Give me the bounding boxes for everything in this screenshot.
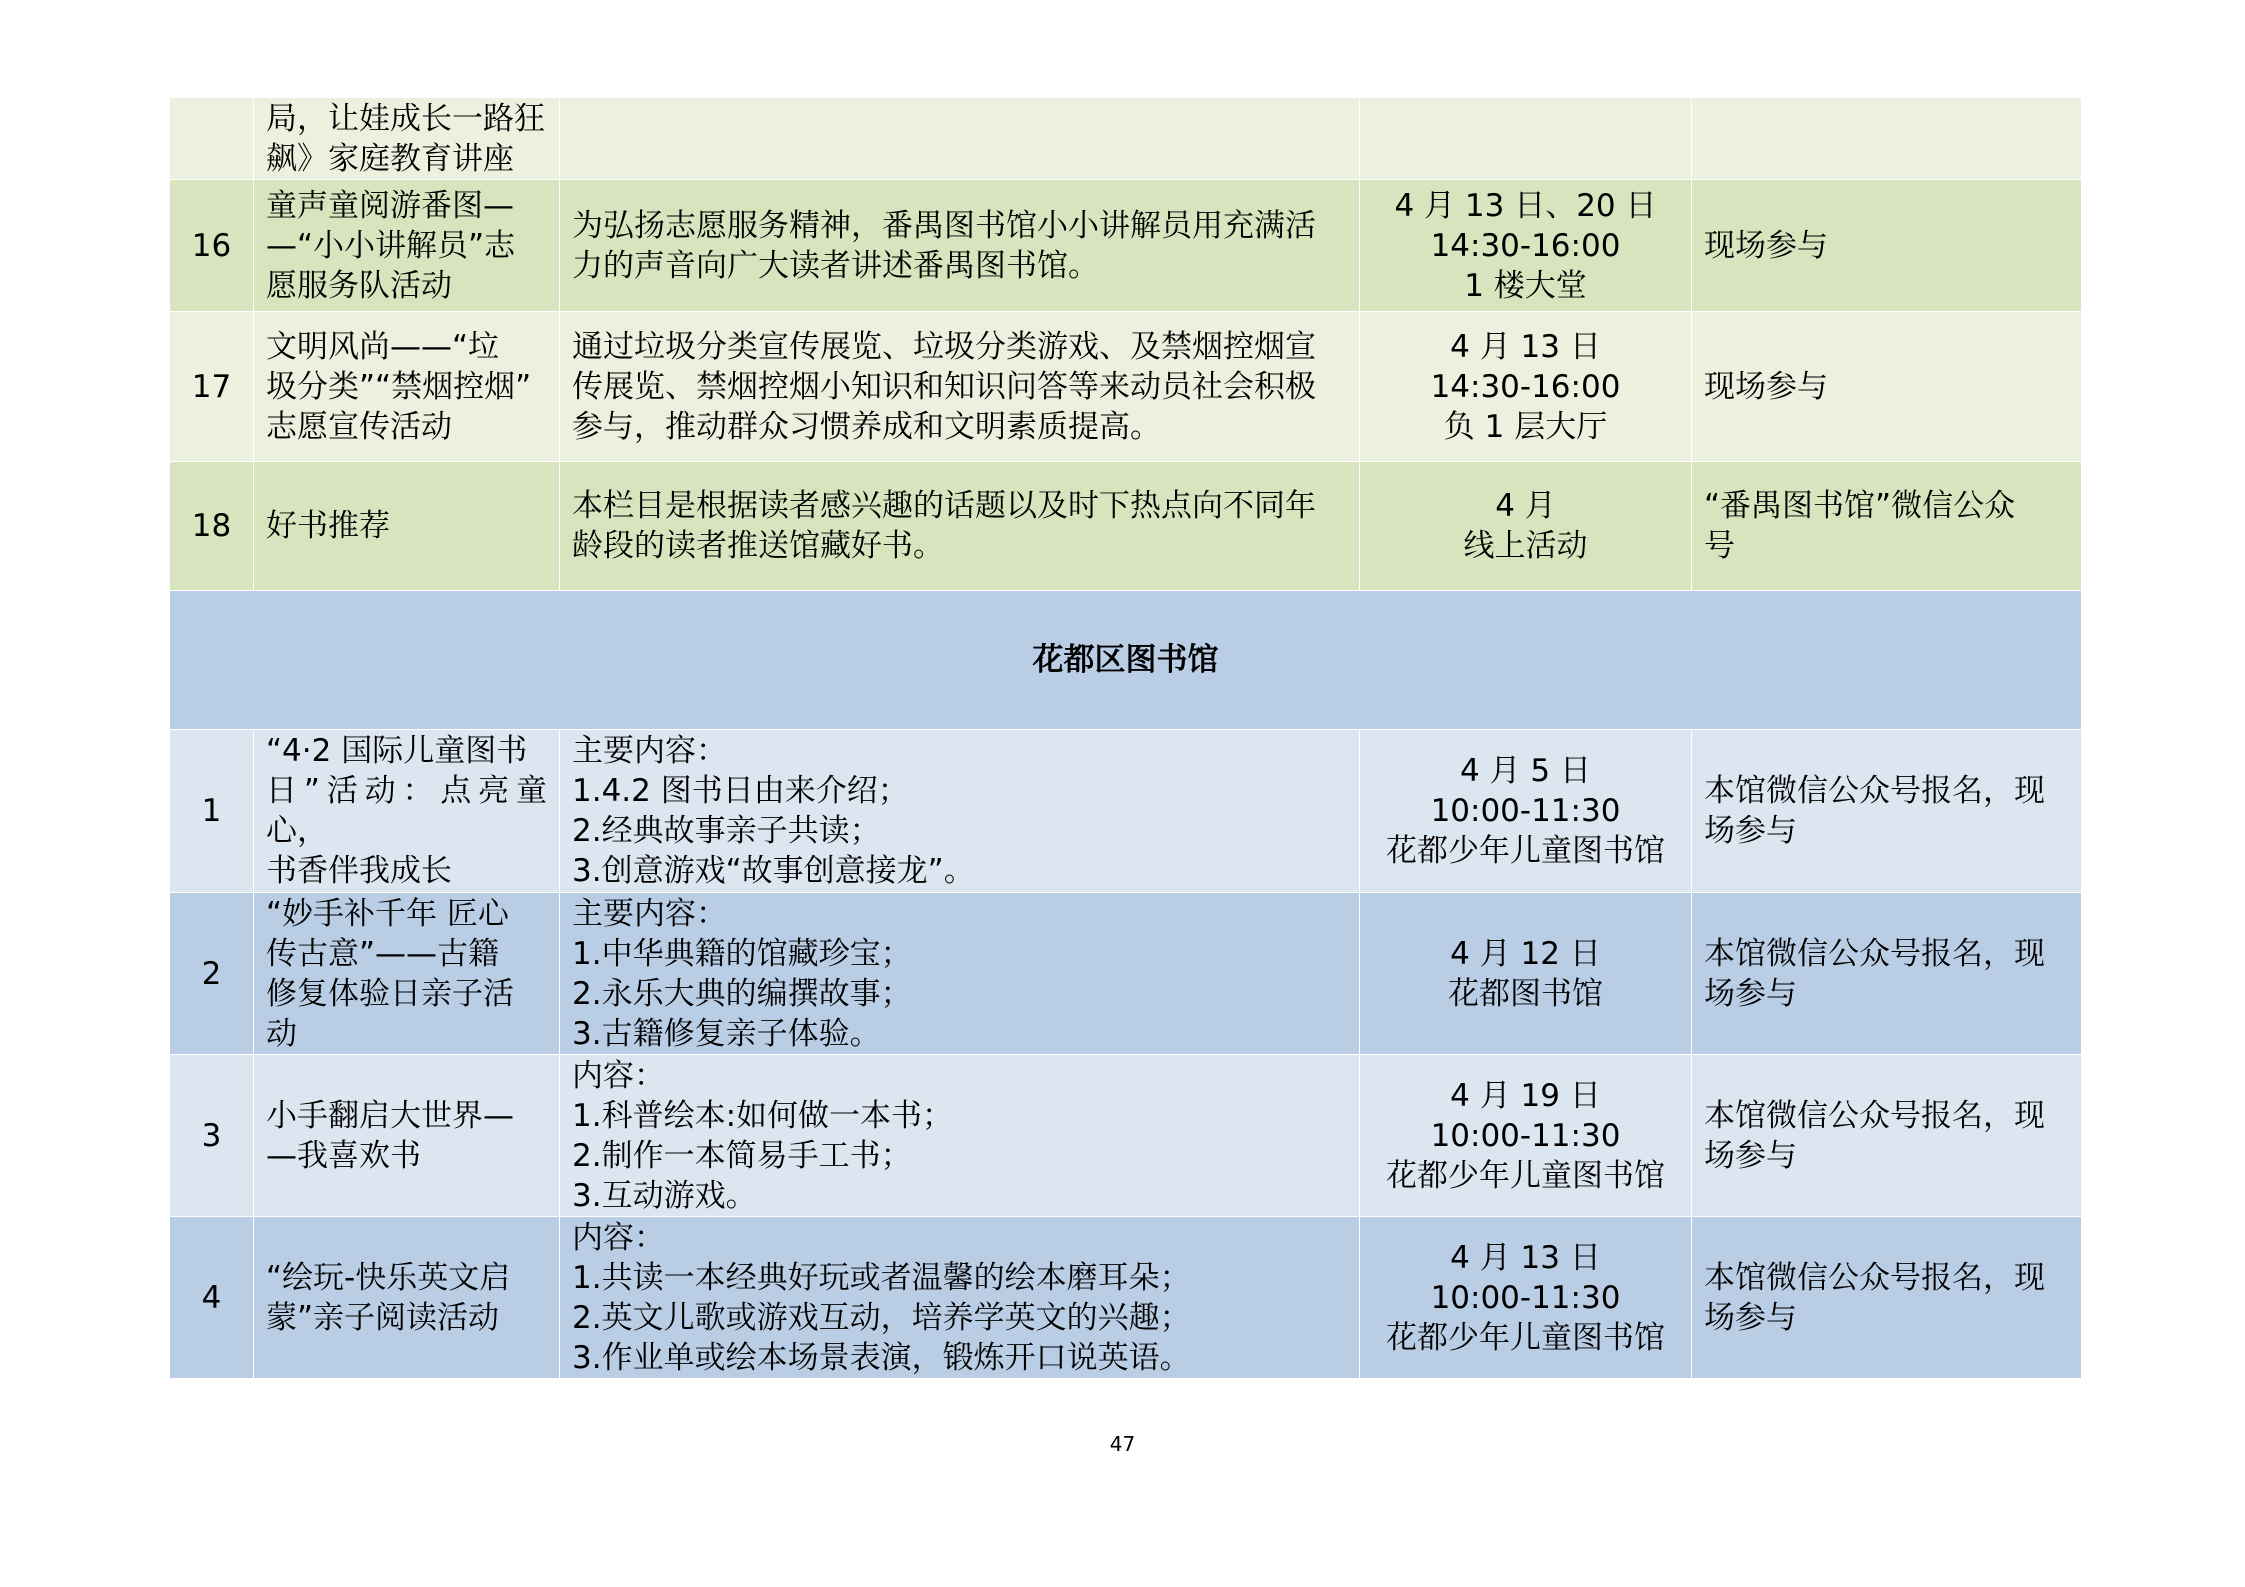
activity-date: 4 月 19 日 <box>1450 1077 1601 1114</box>
activity-description-line: 1.中华典籍的馆藏珍宝； <box>572 935 912 972</box>
activity-name-line: 传古意”——古籍 <box>266 935 500 972</box>
activity-time-place <box>1360 893 1692 1055</box>
activity-name-line: —我喜欢书 <box>266 1137 421 1174</box>
activity-description-line: 1.4.2 图书日由来介绍； <box>572 773 909 809</box>
activity-description-line: 3.古籍修复亲子体验。 <box>572 1015 881 1052</box>
activity-description-line: 2.经典故事亲子共读； <box>572 813 881 849</box>
table-row <box>170 312 2082 462</box>
activity-description-line: 1.共读一本经典好玩或者温馨的绘本磨耳朵； <box>572 1259 1191 1296</box>
participation-method <box>1692 180 2082 312</box>
activity-time-place <box>1360 312 1692 462</box>
participation-line: 场参与 <box>1704 813 1797 849</box>
table-row <box>170 98 2082 180</box>
activity-name-line: 局，让娃成长一路狂 <box>266 100 545 137</box>
activity-name <box>254 1217 560 1379</box>
participation-method <box>1692 893 2082 1055</box>
activity-venue: 1 楼大堂 <box>1464 267 1587 304</box>
activity-description-line: 3.互动游戏。 <box>572 1177 757 1214</box>
participation-line: 本馆微信公众号报名，现 <box>1704 1259 2045 1296</box>
activity-name <box>254 893 560 1055</box>
row-number: 1 <box>170 730 254 893</box>
activity-name-line: 书香伴我成长 <box>266 853 452 889</box>
activity-description-line: 2.英文儿歌或游戏互动，培养学英文的兴趣； <box>572 1299 1191 1336</box>
participation-line: 号 <box>1704 528 1735 564</box>
activity-description-line: 内容： <box>572 1219 665 1256</box>
table-row <box>170 730 2082 893</box>
activity-description-line: 内容： <box>572 1057 665 1094</box>
section-title: 花都区图书馆 <box>170 591 2082 730</box>
table-row <box>170 893 2082 1055</box>
activity-name-line: 飙》家庭教育讲座 <box>266 140 514 177</box>
row-number: 18 <box>170 462 254 591</box>
activity-name-line: 圾分类”“禁烟控烟” <box>266 368 532 405</box>
activity-hours: 14:30-16:00 <box>1430 368 1621 405</box>
activity-venue: 负 1 层大厅 <box>1443 408 1608 445</box>
activity-name-line: 日”活动：点亮童心， <box>266 773 547 849</box>
activity-description-line: 主要内容： <box>572 895 727 932</box>
activity-name-line: 愿服务队活动 <box>266 267 452 304</box>
participation-line: 现场参与 <box>1704 368 1828 405</box>
activity-venue: 花都少年儿童图书馆 <box>1386 1157 1665 1194</box>
table-row <box>170 1217 2082 1379</box>
table-row <box>170 462 2082 591</box>
activity-name-line: 文明风尚——“垃 <box>266 328 500 365</box>
row-number: 16 <box>170 180 254 312</box>
activity-description-line: 3.作业单或绘本场景表演，锻炼开口说英语。 <box>572 1339 1191 1376</box>
activity-name-line: 好书推荐 <box>266 508 390 544</box>
activity-venue: 花都少年儿童图书馆 <box>1386 833 1665 869</box>
activity-name-line: 小手翻启大世界— <box>266 1097 514 1134</box>
participation-line: 场参与 <box>1704 975 1797 1012</box>
activity-description-line: 传展览、禁烟控烟小知识和知识问答等来动员社会积极 <box>572 368 1316 405</box>
table-row <box>170 1055 2082 1217</box>
activity-name-line: 蒙”亲子阅读活动 <box>266 1299 500 1336</box>
activity-name-line: 修复体验日亲子活 <box>266 975 514 1012</box>
activity-venue: 花都少年儿童图书馆 <box>1386 1319 1665 1356</box>
activity-hours: 14:30-16:00 <box>1430 227 1621 264</box>
activity-description-line: 通过垃圾分类宣传展览、垃圾分类游戏、及禁烟控烟宣 <box>572 328 1316 365</box>
activity-name <box>254 462 560 591</box>
participation-line: 现场参与 <box>1704 227 1828 264</box>
activity-description-line: 龄段的读者推送馆藏好书。 <box>572 528 944 564</box>
activity-time-place <box>1360 98 1692 180</box>
activity-time-place <box>1360 1217 1692 1379</box>
activity-name-line: 志愿宣传活动 <box>266 408 452 445</box>
activity-name-line: —“小小讲解员”志 <box>266 227 516 264</box>
activity-table <box>169 97 2082 1379</box>
activity-date: 4 月 <box>1495 488 1556 524</box>
row-number: 3 <box>170 1055 254 1217</box>
row-number: 2 <box>170 893 254 1055</box>
activity-hours: 10:00-11:30 <box>1430 1279 1621 1316</box>
activity-description-line: 本栏目是根据读者感兴趣的话题以及时下热点向不同年 <box>572 488 1316 524</box>
participation-method <box>1692 730 2082 893</box>
participation-method <box>1692 462 2082 591</box>
activity-name <box>254 180 560 312</box>
activity-description <box>560 312 1360 462</box>
activity-venue: 线上活动 <box>1463 528 1588 564</box>
activity-description <box>560 730 1360 893</box>
activity-name <box>254 730 560 893</box>
participation-method <box>1692 1055 2082 1217</box>
participation-line: 本馆微信公众号报名，现 <box>1704 1097 2045 1134</box>
activity-date: 4 月 12 日 <box>1450 935 1601 972</box>
activity-name-line: “妙手补千年 匠心 <box>266 895 509 932</box>
activity-description-line: 主要内容： <box>572 733 727 769</box>
section-header-row <box>170 591 2082 730</box>
activity-description-line: 2.制作一本简易手工书； <box>572 1137 912 1174</box>
row-number: 17 <box>170 312 254 462</box>
participation-method <box>1692 98 2082 180</box>
activity-name-line: 动 <box>266 1015 297 1052</box>
activity-description-line: 3.创意游戏“故事创意接龙”。 <box>572 853 975 889</box>
activity-name-line: “绘玩-快乐英文启 <box>266 1259 511 1296</box>
activity-date: 4 月 13 日 <box>1450 1239 1601 1276</box>
participation-line: 场参与 <box>1704 1299 1797 1336</box>
activity-date: 4 月 13 日、20 日 <box>1394 187 1657 224</box>
participation-line: “番禺图书馆”微信公众 <box>1704 488 2016 524</box>
row-number: 4 <box>170 1217 254 1379</box>
participation-line: 本馆微信公众号报名，现 <box>1704 773 2045 809</box>
activity-hours: 10:00-11:30 <box>1430 1117 1621 1154</box>
activity-description-line: 参与，推动群众习惯养成和文明素质提高。 <box>572 408 1161 445</box>
activity-description <box>560 1055 1360 1217</box>
participation-line: 本馆微信公众号报名，现 <box>1704 935 2045 972</box>
activity-description <box>560 1217 1360 1379</box>
activity-time-place <box>1360 462 1692 591</box>
activity-description-line: 1.科普绘本:如何做一本书； <box>572 1097 954 1134</box>
activity-description-line: 力的声音向广大读者讲述番禺图书馆。 <box>572 247 1099 284</box>
participation-method <box>1692 1217 2082 1379</box>
activity-description <box>560 98 1360 180</box>
activity-name <box>254 312 560 462</box>
activity-time-place <box>1360 180 1692 312</box>
participation-method <box>1692 312 2082 462</box>
activity-date: 4 月 13 日 <box>1450 328 1601 365</box>
activity-time-place <box>1360 730 1692 893</box>
row-number <box>170 98 254 180</box>
activity-time-place <box>1360 1055 1692 1217</box>
activity-name <box>254 1055 560 1217</box>
activity-description-line: 为弘扬志愿服务精神，番禺图书馆小小讲解员用充满活 <box>572 207 1316 244</box>
activity-description <box>560 893 1360 1055</box>
activity-name-line: “4·2 国际儿童图书 <box>266 733 528 769</box>
page-number: 47 <box>1109 1432 1136 1456</box>
activity-name <box>254 98 560 180</box>
activity-description-line: 2.永乐大典的编撰故事； <box>572 975 912 1012</box>
table-row <box>170 180 2082 312</box>
activity-description <box>560 462 1360 591</box>
activity-hours: 10:00-11:30 <box>1430 793 1621 829</box>
activity-venue: 花都图书馆 <box>1448 975 1603 1012</box>
participation-line: 场参与 <box>1704 1137 1797 1174</box>
activity-name-line: 童声童阅游番图— <box>266 187 514 224</box>
activity-date: 4 月 5 日 <box>1459 753 1591 789</box>
activity-description <box>560 180 1360 312</box>
